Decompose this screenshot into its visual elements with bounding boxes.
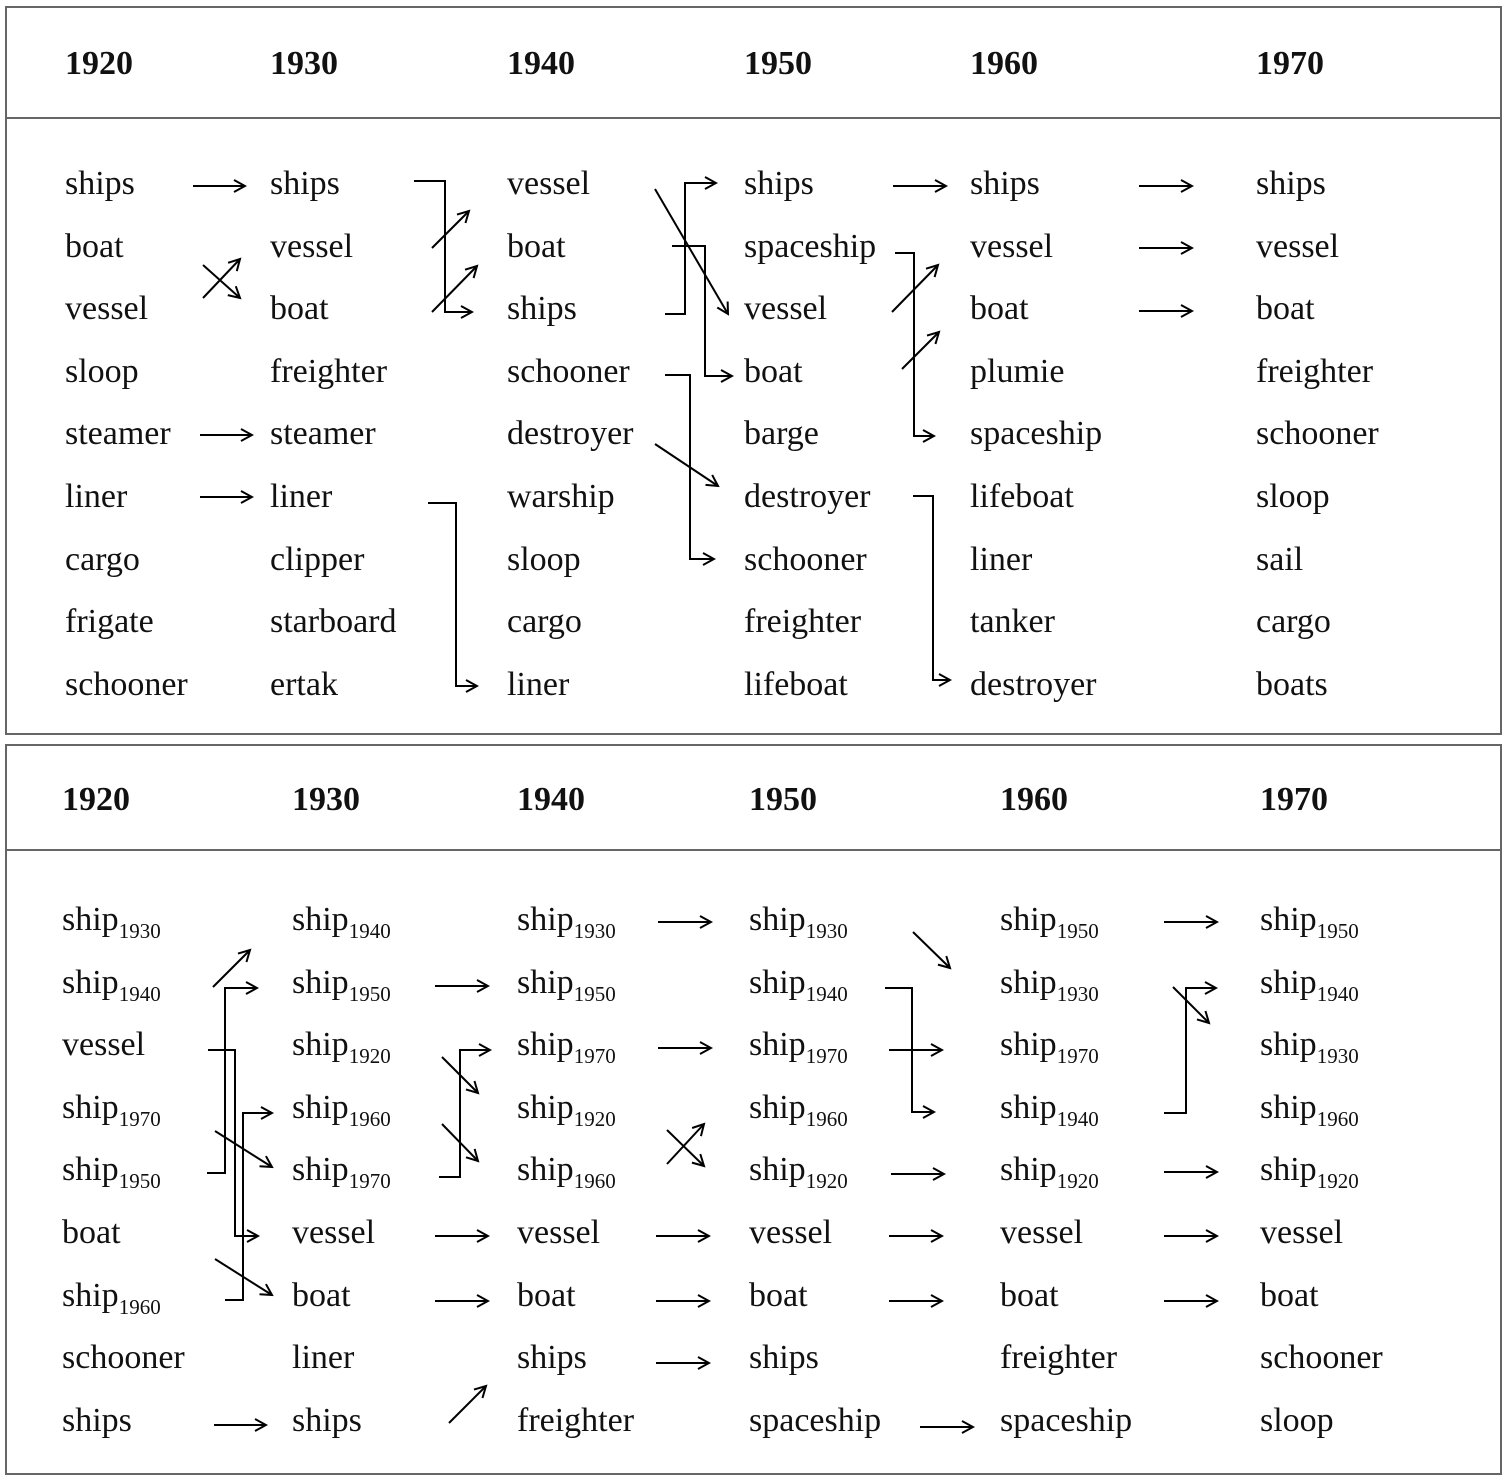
- word-top: steamer: [270, 415, 376, 452]
- word-top: sloop: [507, 541, 581, 578]
- arrow: [1173, 987, 1209, 1023]
- word-bottom: boat: [1260, 1277, 1319, 1314]
- word-bottom: ship$_{1950}$: [517, 964, 616, 1006]
- word-top: liner: [65, 478, 128, 515]
- word-bottom: ships: [292, 1402, 362, 1439]
- year-header: 1950: [744, 45, 812, 82]
- word-top: liner: [270, 478, 333, 515]
- arrow: [667, 1130, 704, 1166]
- word-bottom: ships: [517, 1339, 587, 1376]
- word-bottom: ship$_{1940}$: [1260, 964, 1359, 1006]
- word-bottom: ship$_{1960}$: [749, 1089, 848, 1131]
- word-bottom: ship$_{1930}$: [62, 901, 161, 943]
- arrow: [432, 211, 469, 248]
- word-top: cargo: [507, 603, 582, 640]
- word-top: ships: [1256, 165, 1326, 202]
- word-bottom: ship$_{1950}$: [1000, 901, 1099, 943]
- word-bottom: ship$_{1920}$: [292, 1026, 391, 1068]
- word-top: boats: [1256, 666, 1328, 703]
- word-top: plumie: [970, 353, 1065, 390]
- word-top: sail: [1256, 541, 1304, 578]
- word-top: boat: [65, 228, 124, 265]
- word-top: ships: [507, 290, 577, 327]
- arrow: [432, 266, 477, 312]
- arrow: [655, 189, 728, 314]
- word-top: cargo: [65, 541, 140, 578]
- arrow: [1164, 988, 1216, 1113]
- word-top: warship: [507, 478, 615, 515]
- word-bottom: spaceship: [1000, 1402, 1133, 1439]
- word-top: boat: [270, 290, 329, 327]
- word-top: freighter: [270, 353, 388, 390]
- word-top: lifeboat: [970, 478, 1074, 515]
- arrow: [902, 332, 939, 369]
- arrow: [449, 1386, 486, 1423]
- word-bottom: ship$_{1920}$: [517, 1089, 616, 1131]
- word-bottom: ship$_{1930}$: [1000, 964, 1099, 1006]
- word-top: ertak: [270, 666, 338, 703]
- word-bottom: ship$_{1960}$: [292, 1089, 391, 1131]
- word-top: vessel: [65, 290, 149, 327]
- word-bottom: vessel: [1000, 1214, 1084, 1251]
- word-top: tanker: [970, 603, 1055, 640]
- word-bottom: ship$_{1940}$: [62, 964, 161, 1006]
- word-bottom: ship$_{1970}$: [1000, 1026, 1099, 1068]
- word-bottom: ship$_{1950}$: [1260, 901, 1359, 943]
- year-header: 1930: [292, 781, 360, 818]
- year-header: 1960: [1000, 781, 1068, 818]
- word-bottom: ship$_{1960}$: [517, 1151, 616, 1193]
- word-top: ships: [744, 165, 814, 202]
- word-bottom: ships: [62, 1402, 132, 1439]
- word-top: liner: [970, 541, 1033, 578]
- word-bottom: ship$_{1960}$: [62, 1277, 161, 1319]
- word-top: schooner: [65, 666, 188, 703]
- arrow: [207, 988, 257, 1173]
- word-bottom: spaceship: [749, 1402, 882, 1439]
- word-bottom: ship$_{1930}$: [1260, 1026, 1359, 1068]
- word-bottom: freighter: [1000, 1339, 1118, 1376]
- word-bottom: schooner: [62, 1339, 185, 1376]
- word-bottom: boat: [517, 1277, 576, 1314]
- word-top: liner: [507, 666, 570, 703]
- word-top: frigate: [65, 603, 154, 640]
- arrow: [213, 950, 250, 987]
- word-bottom: vessel: [749, 1214, 833, 1251]
- arrow: [655, 444, 718, 486]
- word-top: vessel: [507, 165, 591, 202]
- word-top: ships: [270, 165, 340, 202]
- word-bottom: boat: [292, 1277, 351, 1314]
- word-top: steamer: [65, 415, 171, 452]
- word-top: barge: [744, 415, 819, 452]
- word-bottom: ship$_{1940}$: [1000, 1089, 1099, 1131]
- year-header: 1920: [65, 45, 133, 82]
- word-bottom: ship$_{1970}$: [749, 1026, 848, 1068]
- word-top: schooner: [744, 541, 867, 578]
- word-bottom: boat: [749, 1277, 808, 1314]
- word-bottom: ship$_{1920}$: [1260, 1151, 1359, 1193]
- word-top: freighter: [744, 603, 862, 640]
- word-top: ships: [65, 165, 135, 202]
- word-bottom: schooner: [1260, 1339, 1383, 1376]
- word-top: freighter: [1256, 353, 1374, 390]
- word-top: boat: [507, 228, 566, 265]
- word-top: sloop: [65, 353, 139, 390]
- word-top: vessel: [970, 228, 1054, 265]
- word-bottom: vessel: [62, 1026, 146, 1063]
- year-header: 1940: [517, 781, 585, 818]
- word-bottom: liner: [292, 1339, 355, 1376]
- word-bottom: ship$_{1950}$: [62, 1151, 161, 1193]
- year-header: 1970: [1260, 781, 1328, 818]
- arrow: [439, 1050, 490, 1177]
- word-bottom: ship$_{1920}$: [749, 1151, 848, 1193]
- word-bottom: ship$_{1930}$: [517, 901, 616, 943]
- word-top: clipper: [270, 541, 365, 578]
- word-top: schooner: [1256, 415, 1379, 452]
- arrow: [428, 503, 477, 686]
- word-top: destroyer: [507, 415, 634, 452]
- word-bottom: sloop: [1260, 1402, 1334, 1439]
- arrow: [913, 496, 950, 680]
- word-top: boat: [970, 290, 1029, 327]
- arrow: [672, 246, 732, 376]
- word-bottom: ships: [749, 1339, 819, 1376]
- year-header: 1920: [62, 781, 130, 818]
- word-bottom: ship$_{1970}$: [62, 1089, 161, 1131]
- word-bottom: ship$_{1970}$: [292, 1151, 391, 1193]
- year-header: 1970: [1256, 45, 1324, 82]
- arrow: [414, 181, 472, 312]
- word-top: spaceship: [744, 228, 877, 265]
- word-top: schooner: [507, 353, 630, 390]
- word-top: sloop: [1256, 478, 1330, 515]
- word-top: cargo: [1256, 603, 1331, 640]
- year-header: 1960: [970, 45, 1038, 82]
- word-bottom: ship$_{1930}$: [749, 901, 848, 943]
- word-top: starboard: [270, 603, 397, 640]
- word-top: vessel: [1256, 228, 1340, 265]
- word-bottom: ship$_{1960}$: [1260, 1089, 1359, 1131]
- word-top: vessel: [744, 290, 828, 327]
- word-bottom: ship$_{1920}$: [1000, 1151, 1099, 1193]
- arrow: [913, 932, 950, 968]
- year-header: 1930: [270, 45, 338, 82]
- word-top: spaceship: [970, 415, 1103, 452]
- arrow: [667, 1124, 704, 1164]
- word-top: boat: [1256, 290, 1315, 327]
- word-bottom: ship$_{1950}$: [292, 964, 391, 1006]
- arrow: [895, 253, 934, 436]
- word-top: destroyer: [744, 478, 871, 515]
- word-bottom: boat: [1000, 1277, 1059, 1314]
- year-header: 1940: [507, 45, 575, 82]
- word-bottom: ship$_{1940}$: [292, 901, 391, 943]
- word-bottom: vessel: [1260, 1214, 1344, 1251]
- word-bottom: vessel: [292, 1214, 376, 1251]
- word-top: destroyer: [970, 666, 1097, 703]
- year-header: 1950: [749, 781, 817, 818]
- word-top: boat: [744, 353, 803, 390]
- word-top: lifeboat: [744, 666, 848, 703]
- word-bottom: freighter: [517, 1402, 635, 1439]
- word-bottom: ship$_{1970}$: [517, 1026, 616, 1068]
- word-top: ships: [970, 165, 1040, 202]
- word-bottom: vessel: [517, 1214, 601, 1251]
- word-bottom: boat: [62, 1214, 121, 1251]
- word-top: vessel: [270, 228, 354, 265]
- word-bottom: ship$_{1940}$: [749, 964, 848, 1006]
